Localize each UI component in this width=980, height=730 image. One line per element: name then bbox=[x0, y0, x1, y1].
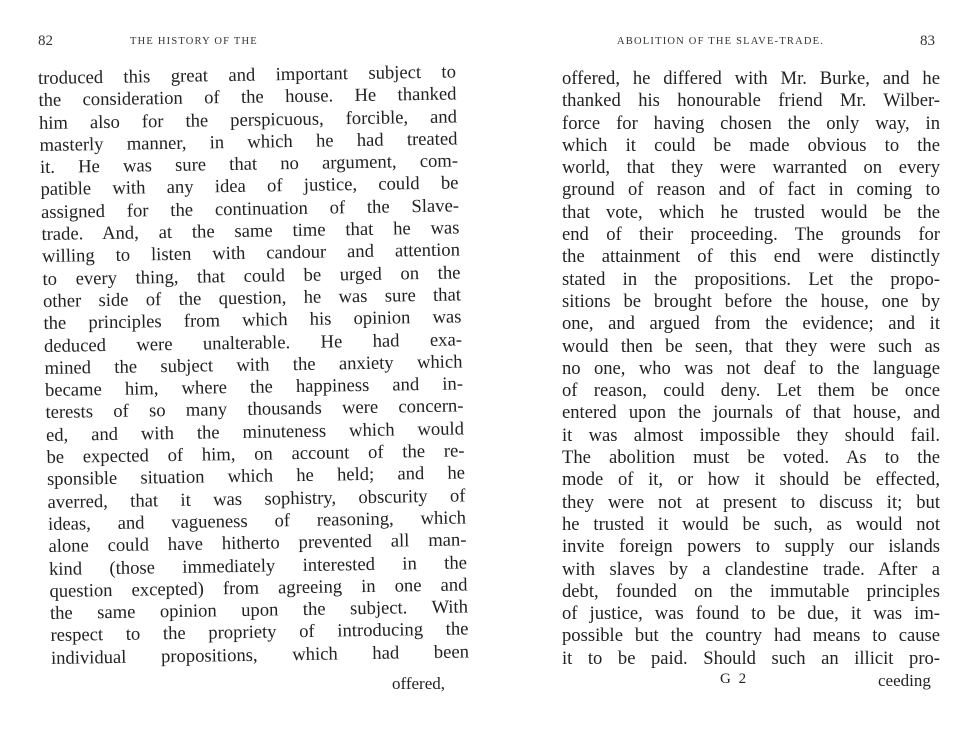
text-line: ideas, and vagueness of reasoning, which bbox=[47, 507, 467, 535]
text-line: it to be paid. Should such an illicit pro- bbox=[562, 647, 940, 669]
page-number-left: 82 bbox=[38, 33, 53, 49]
running-head-left: THE HISTORY OF THE bbox=[130, 36, 258, 47]
text-line: would then be seen, that they were such as bbox=[562, 335, 940, 357]
text-line: individual propositions, which had been bbox=[50, 641, 470, 669]
catchword-right: ceeding bbox=[878, 671, 931, 690]
text-line: ed, and with the minuteness which would bbox=[45, 418, 465, 446]
running-head-right: ABOLITION OF THE SLAVE-TRADE. bbox=[617, 36, 825, 47]
text-line: the consideration of the house. He thanked bbox=[38, 83, 457, 112]
text-line: it was almost impossible they should fail. bbox=[562, 424, 940, 446]
text-line: patible with any idea of justice, could be bbox=[40, 172, 459, 201]
text-line: they were not at present to discuss it; but bbox=[562, 491, 940, 513]
text-line: question excepted) from agreeing in one and bbox=[49, 574, 468, 602]
text-line: terests of so many thousands were concern- bbox=[45, 395, 464, 424]
text-line: debt, founded on the immutable principles bbox=[562, 580, 940, 602]
text-line: to every thing, that could be urged on the bbox=[42, 262, 461, 290]
text-line: respect to the propriety of introducing the bbox=[50, 618, 469, 647]
text-line: invite foreign powers to supply our islands bbox=[562, 536, 940, 558]
text-line: of justice, was found to be due, it was im- bbox=[562, 603, 940, 625]
text-line: averred, that it was sophistry, obscurity of bbox=[47, 485, 466, 513]
text-line: of reason, could deny. Let them be once bbox=[562, 380, 940, 402]
text-line: other side of the question, he was sure that bbox=[42, 284, 462, 312]
text-line: it. He was sure that no argument, com- bbox=[39, 150, 459, 179]
text-line: end of their proceeding. The grounds for bbox=[562, 224, 940, 246]
text-line: assigned for the continuation of the Slave- bbox=[40, 195, 460, 223]
text-line: The abolition must be voted. As to the bbox=[562, 447, 940, 469]
text-line: stated in the propositions. Let the propo- bbox=[562, 268, 940, 290]
signature-mark: G 2 bbox=[720, 671, 749, 687]
text-line: force for having chosen the only way, in bbox=[562, 112, 940, 134]
text-line: no one, who was not deaf to the language bbox=[562, 357, 940, 379]
left-text-block bbox=[37, 61, 470, 670]
page-number-right: 83 bbox=[920, 33, 935, 49]
text-line: alone could have hitherto prevented all man- bbox=[48, 529, 467, 558]
text-line: which it could be made obvious to the bbox=[562, 134, 940, 156]
text-line: mode of it, or how it should be effected, bbox=[562, 469, 940, 491]
right-text-block bbox=[562, 68, 940, 670]
text-line: thanked his honourable friend Mr. Wilber- bbox=[562, 90, 940, 112]
text-line: kind (those immediately interested in the bbox=[48, 551, 468, 580]
text-line: masterly manner, in which he had treated bbox=[39, 128, 458, 156]
text-line: ground of reason and of fact in coming to bbox=[562, 179, 940, 201]
text-line: possible but the country had means to cause bbox=[562, 625, 940, 647]
text-line: willing to listen with candour and attention bbox=[41, 239, 461, 268]
catchword-left: offered, bbox=[392, 674, 446, 693]
text-line: the attainment of this end were distinctly bbox=[562, 246, 940, 268]
text-line: the same opinion upon the subject. With bbox=[49, 596, 469, 625]
text-line: entered upon the journals of that house, and bbox=[562, 402, 940, 424]
text-line: world, that they were warranted on every bbox=[562, 157, 940, 179]
text-line: offered, he differed with Mr. Burke, and he bbox=[562, 68, 940, 89]
text-line: with slaves by a clandestine trade. After a bbox=[562, 558, 940, 580]
text-line: that vote, which he trusted would be the bbox=[562, 201, 940, 223]
right-page bbox=[490, 0, 980, 730]
text-line: he trusted it would be such, as would not bbox=[562, 513, 940, 535]
text-line: one, and argued from the evidence; and it bbox=[562, 313, 940, 335]
text-line: troduced this great and important subject to bbox=[37, 61, 457, 89]
text-line: trade. And, at the same time that he was bbox=[41, 217, 460, 246]
text-line: him also for the perspicuous, forcible, and bbox=[38, 106, 458, 134]
text-line: sitions be brought before the house, one by bbox=[562, 290, 940, 312]
text-line: sponsible situation which he held; and he bbox=[46, 462, 466, 491]
text-line: became him, where the happiness and in- bbox=[44, 373, 464, 402]
text-line: be expected of him, on account of the re- bbox=[46, 440, 465, 469]
text-line: mined the subject with the anxiety which bbox=[44, 351, 463, 379]
text-line: deduced were unalterable. He had exa- bbox=[43, 328, 463, 357]
text-line: the principles from which his opinion was bbox=[43, 306, 462, 335]
